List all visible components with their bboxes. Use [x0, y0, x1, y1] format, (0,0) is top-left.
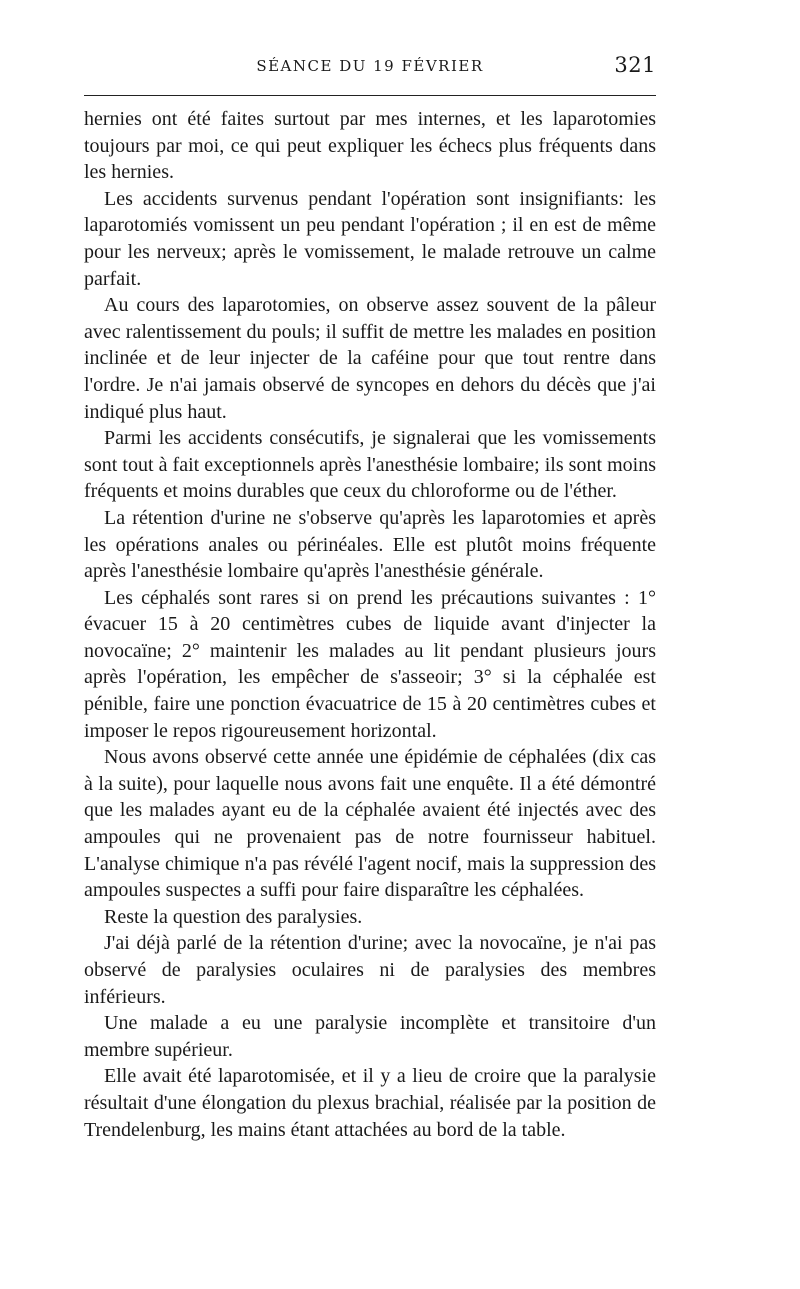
page-number: 321 — [614, 53, 656, 77]
paragraph-headache-epidemic: Nous avons observé cette année une épidémie de céphalées (dix cas à la suite), pour laquelle nous avons fait une enquête. Il a été démontré que les malades ayant eu de la céphalée avaient été injectés avec des ampoules qui ne provenaient pas de notre fournisseur habituel. L'analyse chimique n'a pas révélé l'agent nocif, mais la suppression des ampoules suspectes a suffi pour faire disparaître les céphalées. — [84, 746, 656, 902]
running-title: SÉANCE DU 19 FÉVRIER — [256, 57, 484, 75]
paragraph-continuation: hernies ont été faites surtout par mes internes, et les laparotomies toujours par moi, ce qui peut expliquer les échecs plus fréquents dans les hernies. — [84, 108, 656, 184]
header-rule — [84, 95, 656, 96]
paragraph-no-paralysis: J'ai déjà parlé de la rétention d'urine; avec la novocaïne, je n'ai pas observé de paralysies oculaires ni de paralysies des membres inférieurs. — [84, 932, 656, 1008]
running-head — [84, 53, 656, 86]
paragraph-arm-paralysis: Une malade a eu une paralysie incomplète et transitoire d'un membre supérieur. — [84, 1012, 656, 1061]
paragraph-urine-retention: La rétention d'urine ne s'observe qu'après les laparotomies et après les opérations anales ou périnéales. Elle est plutôt moins fréquente après l'anesthésie lombaire qu'après l'anesthésie générale. — [84, 506, 656, 583]
paragraph-headaches: Les céphalés sont rares si on prend les précautions suivantes : 1° évacuer 15 à 20 centimètres cubes de liquide avant d'injecter la novocaïne; 2° maintenir les malades au lit pendant plusieurs jours après l'opération, les empêcher de s'asseoir; 3° si la céphalée est pénible, faire une ponction évacuatrice de 15 à 20 centimètres cubes et imposer le repos rigoureusement horizontal. — [84, 586, 656, 742]
paragraph-paralysis-question: Reste la question des paralysies. — [104, 905, 363, 928]
paragraph-pallor: Au cours des laparotomies, on observe assez souvent de la pâleur avec ralentissement du pouls; il suffit de mettre les malades en position inclinée et de leur injecter de la caféine pour que tout rentre dans l'ordre. Je n'ai jamais observé de syncopes en dehors du décès que j'ai indiqué plus haut. — [84, 294, 656, 423]
paragraph-operative-accidents: Les accidents survenus pendant l'opération sont insignifiants: les laparotomiés vomissent un peu pendant l'opération ; il en est de même pour les nerveux; après le vomissement, le malade retrouve un calme parfait. — [84, 187, 656, 290]
paragraph-trendelenburg: Elle avait été laparotomisée, et il y a lieu de croire que la paralysie résultait d'une élongation du plexus brachial, réalisée par la position de Trendelenburg, les mains étant attachées au bord de la table. — [84, 1065, 656, 1141]
paragraph-vomiting: Parmi les accidents consécutifs, je signalerai que les vomissements sont tout à fait exceptionnels après l'anesthésie lombaire; ils sont moins fréquents et moins durables que ceux du chloroforme ou de l'éther. — [84, 427, 656, 503]
body-text — [84, 106, 656, 1143]
